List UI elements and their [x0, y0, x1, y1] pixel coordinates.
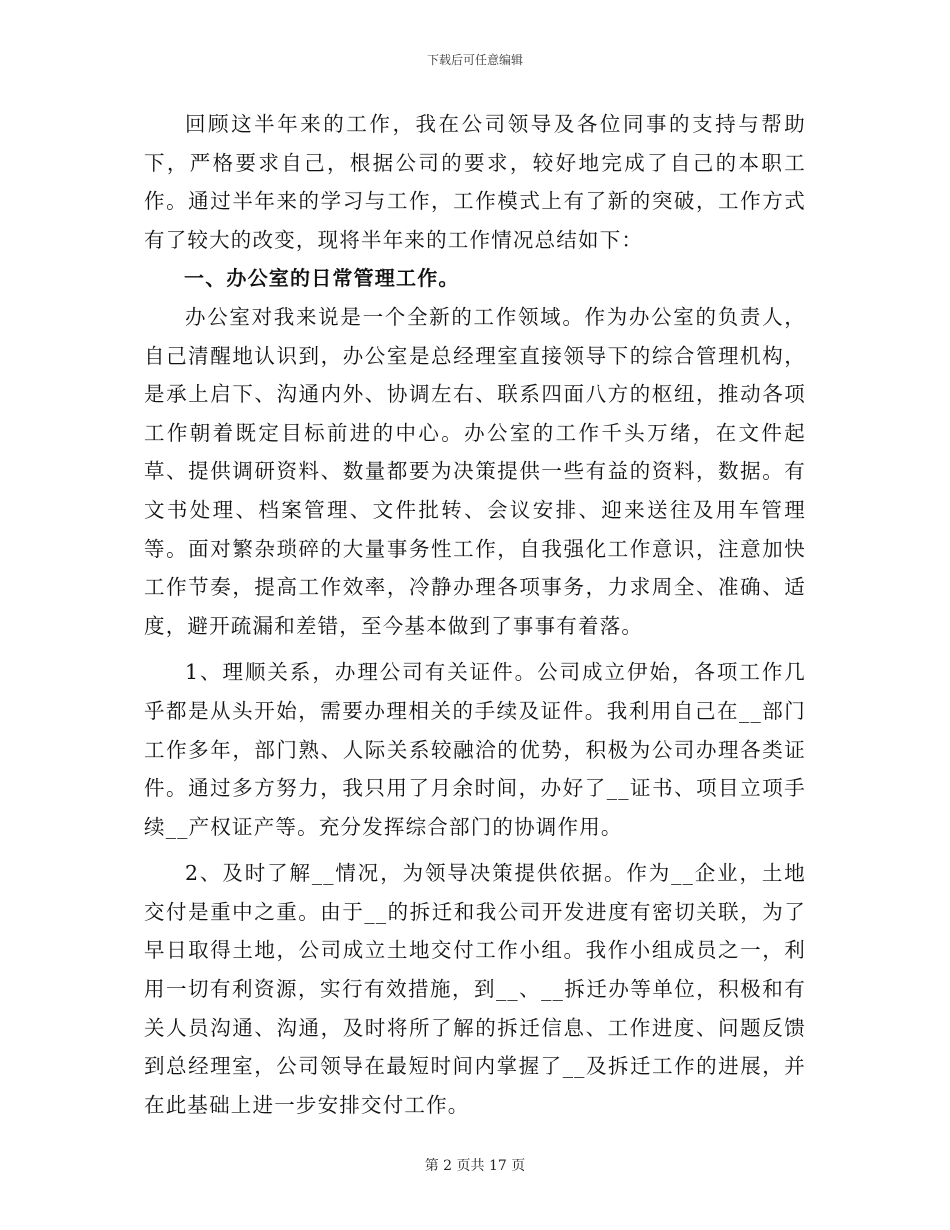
item-1-paragraph: 1、理顺关系，办理公司有关证件。公司成立伊始，各项工作几乎都是从头开始，需要办理相关的手续及证件。我利用自己在__部门工作多年，部门熟、人际关系较融洽的优势，积极为公司办理各类证件。通过多方努力，我只用了月余时间，办好了__证书、项目立项手续__产权证产等。充分发挥综合部门的协调作用。 [144, 660, 806, 839]
page-footer: 第 2 页共 17 页 [424, 1158, 526, 1174]
intro-paragraph: 回顾这半年来的工作，我在公司领导及各位同事的支持与帮助下，严格要求自己，根据公司的要求，较好地完成了自己的本职工作。通过半年来的学习与工作，工作模式上有了新的突破，工作方式有了较大的改变，现将半年来的工作情况总结如下： [144, 112, 806, 252]
document-body [144, 105, 806, 1124]
office-management-paragraph: 办公室对我来说是一个全新的工作领域。作为办公室的负责人，自己清醒地认识到，办公室是总经理室直接领导下的综合管理机构，是承上启下、沟通内外、协调左右、联系四面八方的枢纽，推动各项工作朝着既定目标前进的中心。办公室的工作千头万绪，在文件起草、提供调研资料、数量都要为决策提供一些有益的资料，数据。有文书处理、档案管理、文件批转、会议安排、迎来送往及用车管理等。面对繁杂琐碎的大量事务性工作，自我强化工作意识，注意加快工作节奏，提高工作效率，冷静办理各项事务，力求周全、准确、适度，避开疏漏和差错，至今基本做到了事事有着落。 [144, 304, 806, 638]
item-2-paragraph: 2、及时了解__情况，为领导决策提供依据。作为__企业，土地交付是重中之重。由于__的拆迁和我公司开发进度有密切关联，为了早日取得土地，公司成立土地交付工作小组。我作小组成员之一，利用一切有利资源，实行有效措施，到__、__拆迁办等单位，积极和有关人员沟通、沟通，及时将所了解的拆迁信息、工作进度、问题反馈到总经理室，公司领导在最短时间内掌握了__及拆迁工作的进展，并在此基础上进一步安排交付工作。 [144, 861, 806, 1117]
section-heading: 一、办公室的日常管理工作。 [184, 266, 460, 291]
page-header: 下载后可任意编辑 [426, 53, 523, 67]
